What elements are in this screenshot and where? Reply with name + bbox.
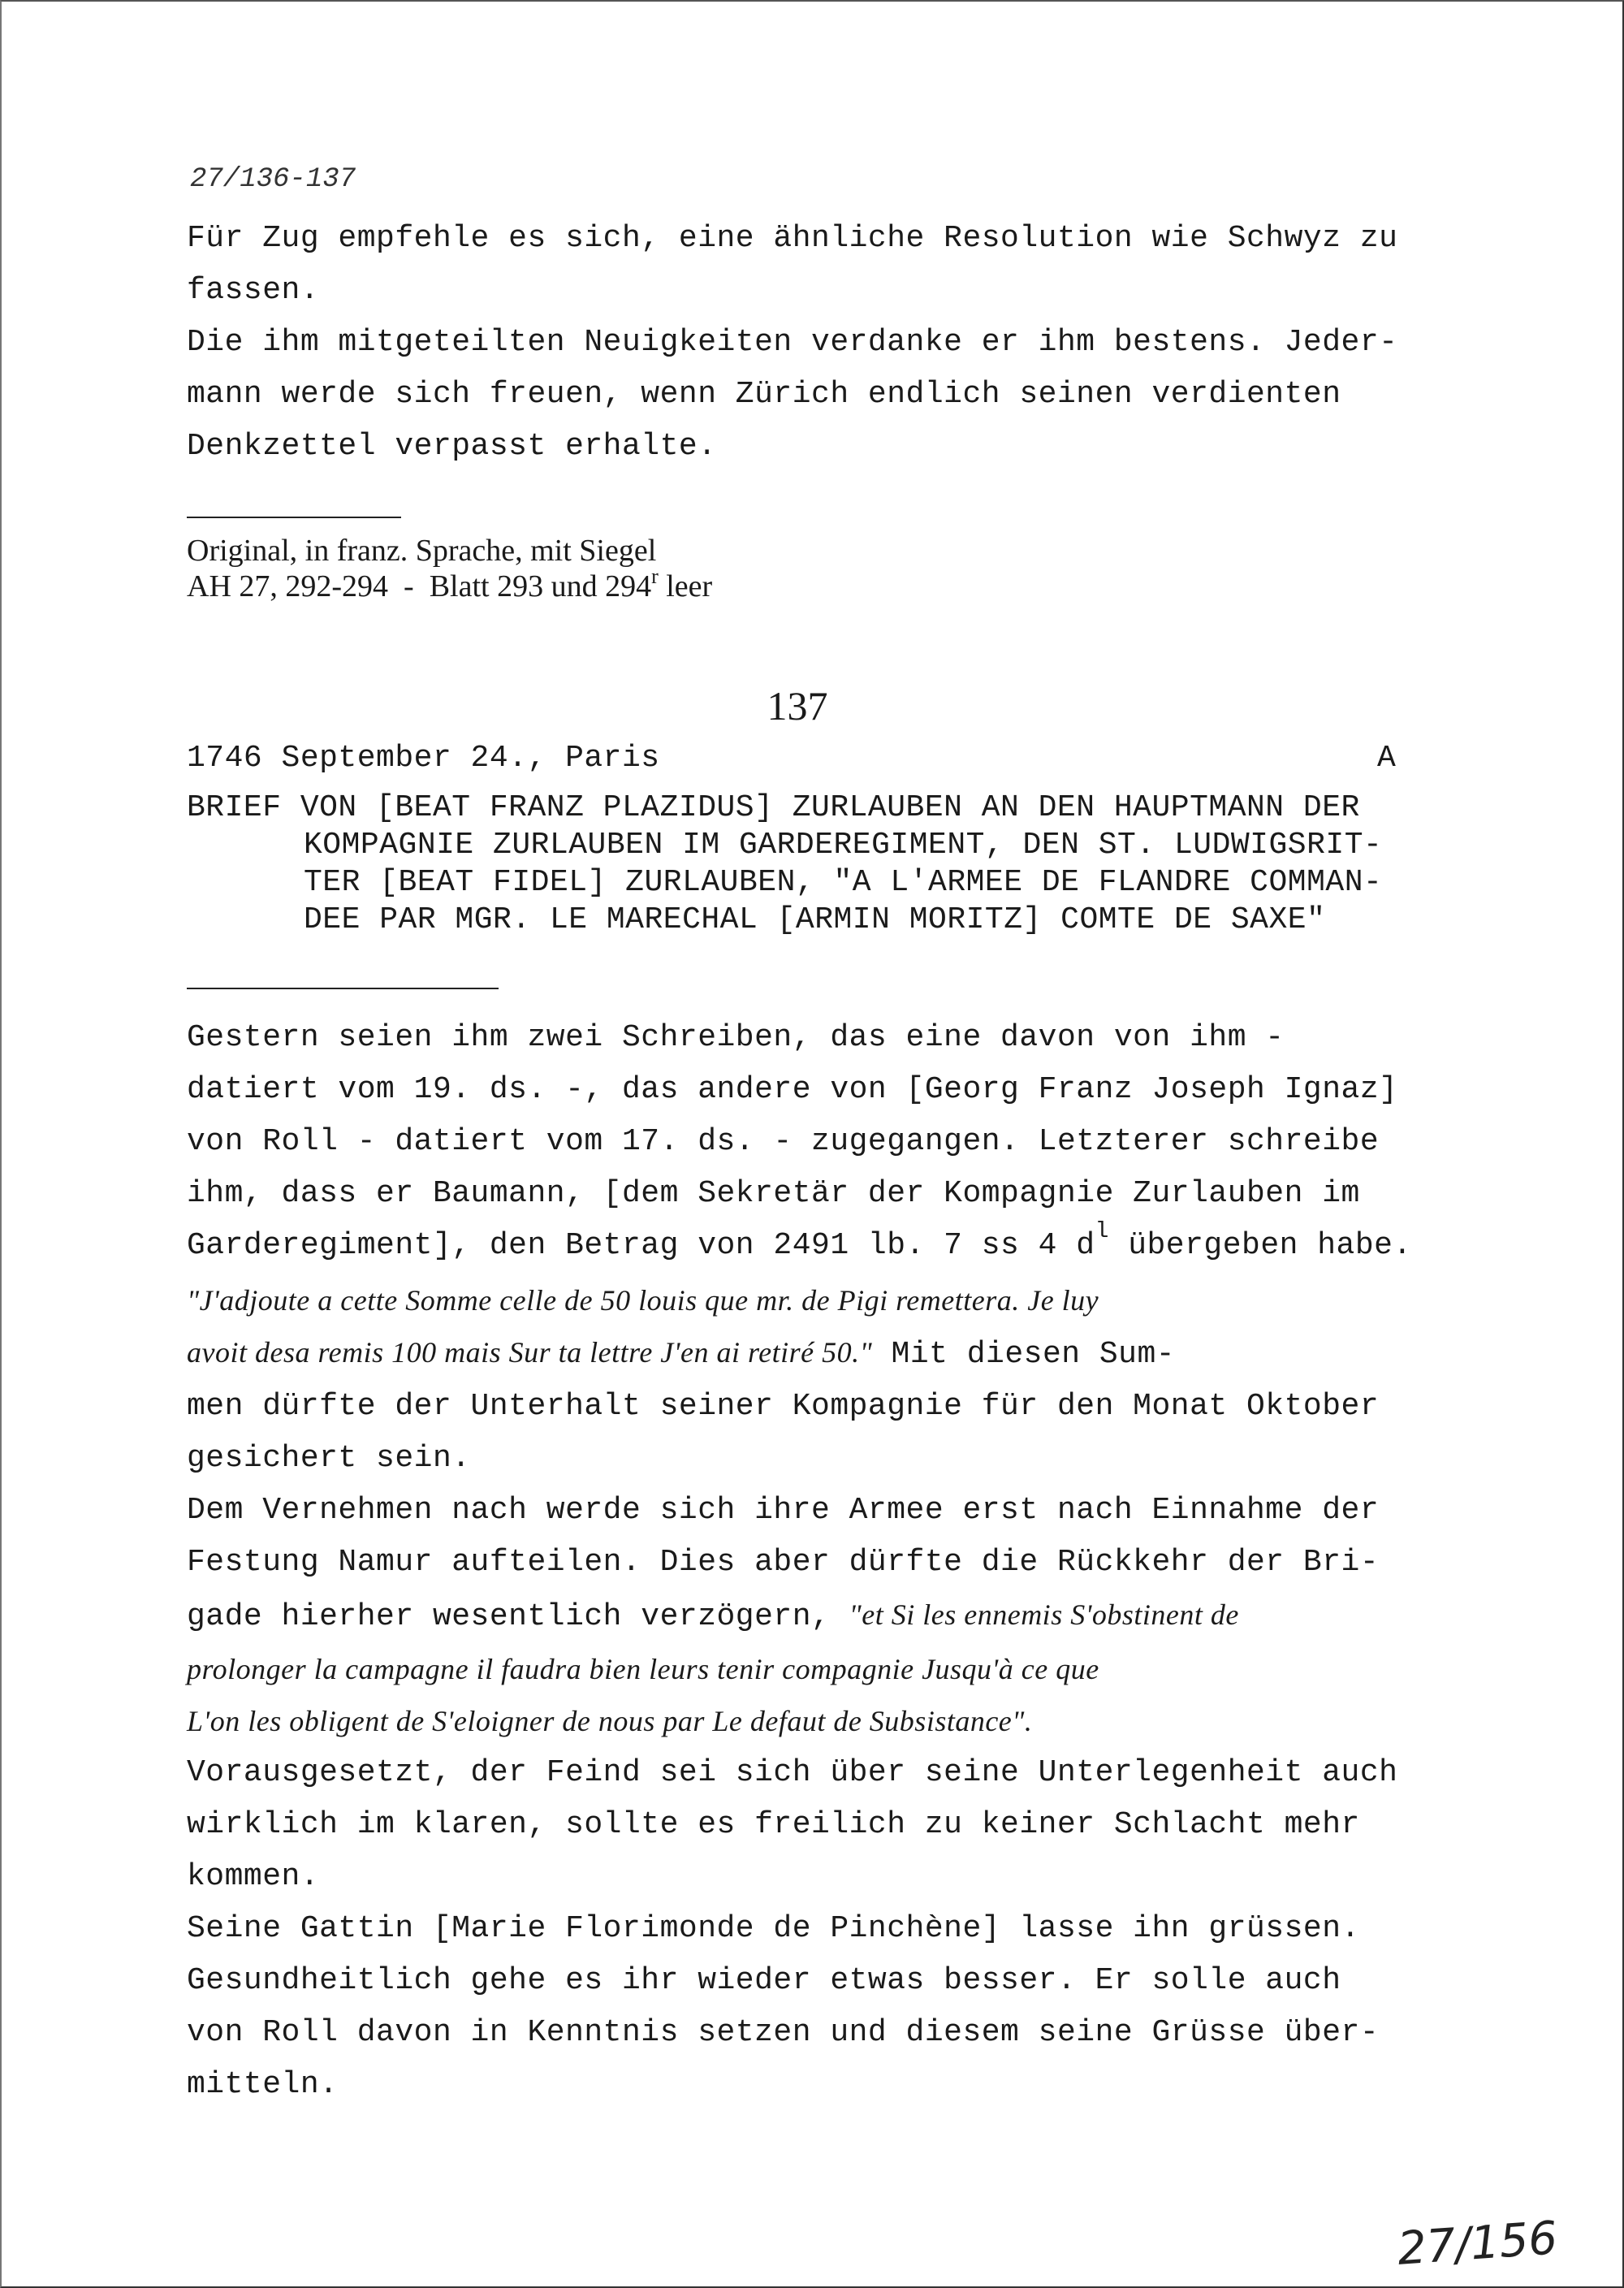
text-line: datiert vom 19. ds. -, das andere von [Georg Franz Joseph Ignaz] bbox=[187, 1072, 1398, 1107]
text-line: Festung Namur aufteilen. Dies aber dürfte die Rückkehr der Bri- bbox=[187, 1545, 1380, 1580]
source-note-text: AH 27, 292-294 - Blatt 293 und 294 bbox=[187, 569, 652, 603]
text-line: mitteln. bbox=[187, 2067, 339, 2102]
text-line: von Roll davon in Kenntnis setzen und diesem seine Grüsse über- bbox=[187, 2015, 1380, 2050]
document-body bbox=[187, 1012, 1453, 2111]
text-line: Vorausgesetzt, der Feind sei sich über seine Unterlegenheit auch bbox=[187, 1755, 1398, 1790]
heading-line: DEE PAR MGR. LE MARECHAL [ARMIN MORITZ] COMTE DE SAXE" bbox=[304, 902, 1326, 937]
text-segment: Mit diesen Sum- bbox=[872, 1337, 1176, 1372]
source-note-text: leer bbox=[658, 569, 713, 603]
text-line: Gestern seien ihm zwei Schreiben, das eine davon von ihm - bbox=[187, 1020, 1285, 1055]
text-line: Gesundheitlich gehe es ihr wieder etwas besser. Er solle auch bbox=[187, 1963, 1341, 1998]
text-line: mann werde sich freuen, wenn Zürich endlich seinen verdienten bbox=[187, 377, 1341, 412]
text-line: von Roll - datiert vom 17. ds. - zugegangen. Letzterer schreibe bbox=[187, 1124, 1380, 1159]
french-quote-line: prolonger la campagne il faudra bien leurs tenir compagnie Jusqu'à ce que bbox=[187, 1653, 1099, 1685]
text-segment: übergeben habe. bbox=[1108, 1228, 1412, 1263]
text-segment: gade hierher wesentlich verzögern, bbox=[187, 1599, 849, 1634]
heading-line: TER [BEAT FIDEL] ZURLAUBEN, "A L'ARMEE DE FLANDRE COMMAN- bbox=[304, 865, 1383, 900]
source-note-line bbox=[187, 564, 713, 608]
superscript: l bbox=[1095, 1219, 1109, 1244]
class-letter: A bbox=[1377, 741, 1397, 776]
document-number: 137 bbox=[767, 683, 828, 729]
source-note bbox=[187, 533, 712, 608]
text-line: wirklich im klaren, sollte es freilich zu keiner Schlacht mehr bbox=[187, 1807, 1360, 1842]
french-quote: "et Si les ennemis S'obstinent de bbox=[849, 1598, 1239, 1631]
french-quote: avoit desa remis 100 mais Sur ta lettre J'en ai retiré 50." bbox=[187, 1336, 873, 1369]
heading-line: KOMPAGNIE ZURLAUBEN IM GARDEREGIMENT, DEN ST. LUDWIGSRIT- bbox=[304, 828, 1383, 863]
text-line: Dem Vernehmen nach werde sich ihre Armee erst nach Einnahme der bbox=[187, 1493, 1380, 1528]
text-line: men dürfte der Unterhalt seiner Kompagnie für den Monat Oktober bbox=[187, 1389, 1380, 1424]
footnote-divider bbox=[187, 517, 401, 518]
french-quote-line: L'on les obligent de S'eloigner de nous par Le defaut de Subsistance". bbox=[187, 1705, 1033, 1737]
text-line bbox=[187, 1326, 1453, 1381]
text-line: Die ihm mitgeteilten Neuigkeiten verdanke er ihm bestens. Jeder- bbox=[187, 325, 1398, 360]
previous-document-text bbox=[187, 213, 1453, 473]
text-line bbox=[187, 1220, 1453, 1274]
document-heading bbox=[187, 789, 1453, 939]
superscript: r bbox=[651, 564, 659, 588]
text-line: kommen. bbox=[187, 1859, 320, 1894]
text-line: Denkzettel verpasst erhalte. bbox=[187, 429, 717, 464]
text-line bbox=[187, 1589, 1453, 1643]
date-place: 1746 September 24., Paris bbox=[187, 741, 660, 776]
handwritten-folio-number: 27/156 bbox=[1395, 2212, 1560, 2276]
text-line: Für Zug empfehle es sich, eine ähnliche Resolution wie Schwyz zu bbox=[187, 221, 1398, 256]
text-segment: Garderegiment], den Betrag von 2491 lb. 7 ss 4 d bbox=[187, 1228, 1095, 1263]
text-line: ihm, dass er Baumann, [dem Sekretär der Kompagnie Zurlauben im bbox=[187, 1176, 1360, 1211]
text-line: Seine Gattin [Marie Florimonde de Pinchène] lasse ihn grüssen. bbox=[187, 1911, 1360, 1946]
french-quote-line: "J'adjoute a cette Somme celle de 50 louis que mr. de Pigi remettera. Je luy bbox=[187, 1284, 1099, 1317]
text-line: fassen. bbox=[187, 273, 320, 308]
heading-line: BRIEF VON [BEAT FRANZ PLAZIDUS] ZURLAUBEN AN DEN HAUPTMANN DER bbox=[187, 790, 1360, 825]
source-note-line: Original, in franz. Sprache, mit Siegel bbox=[187, 534, 657, 568]
heading-divider bbox=[187, 988, 499, 989]
text-line: gesichert sein. bbox=[187, 1441, 471, 1476]
archive-reference: 27/136-137 bbox=[190, 164, 356, 195]
